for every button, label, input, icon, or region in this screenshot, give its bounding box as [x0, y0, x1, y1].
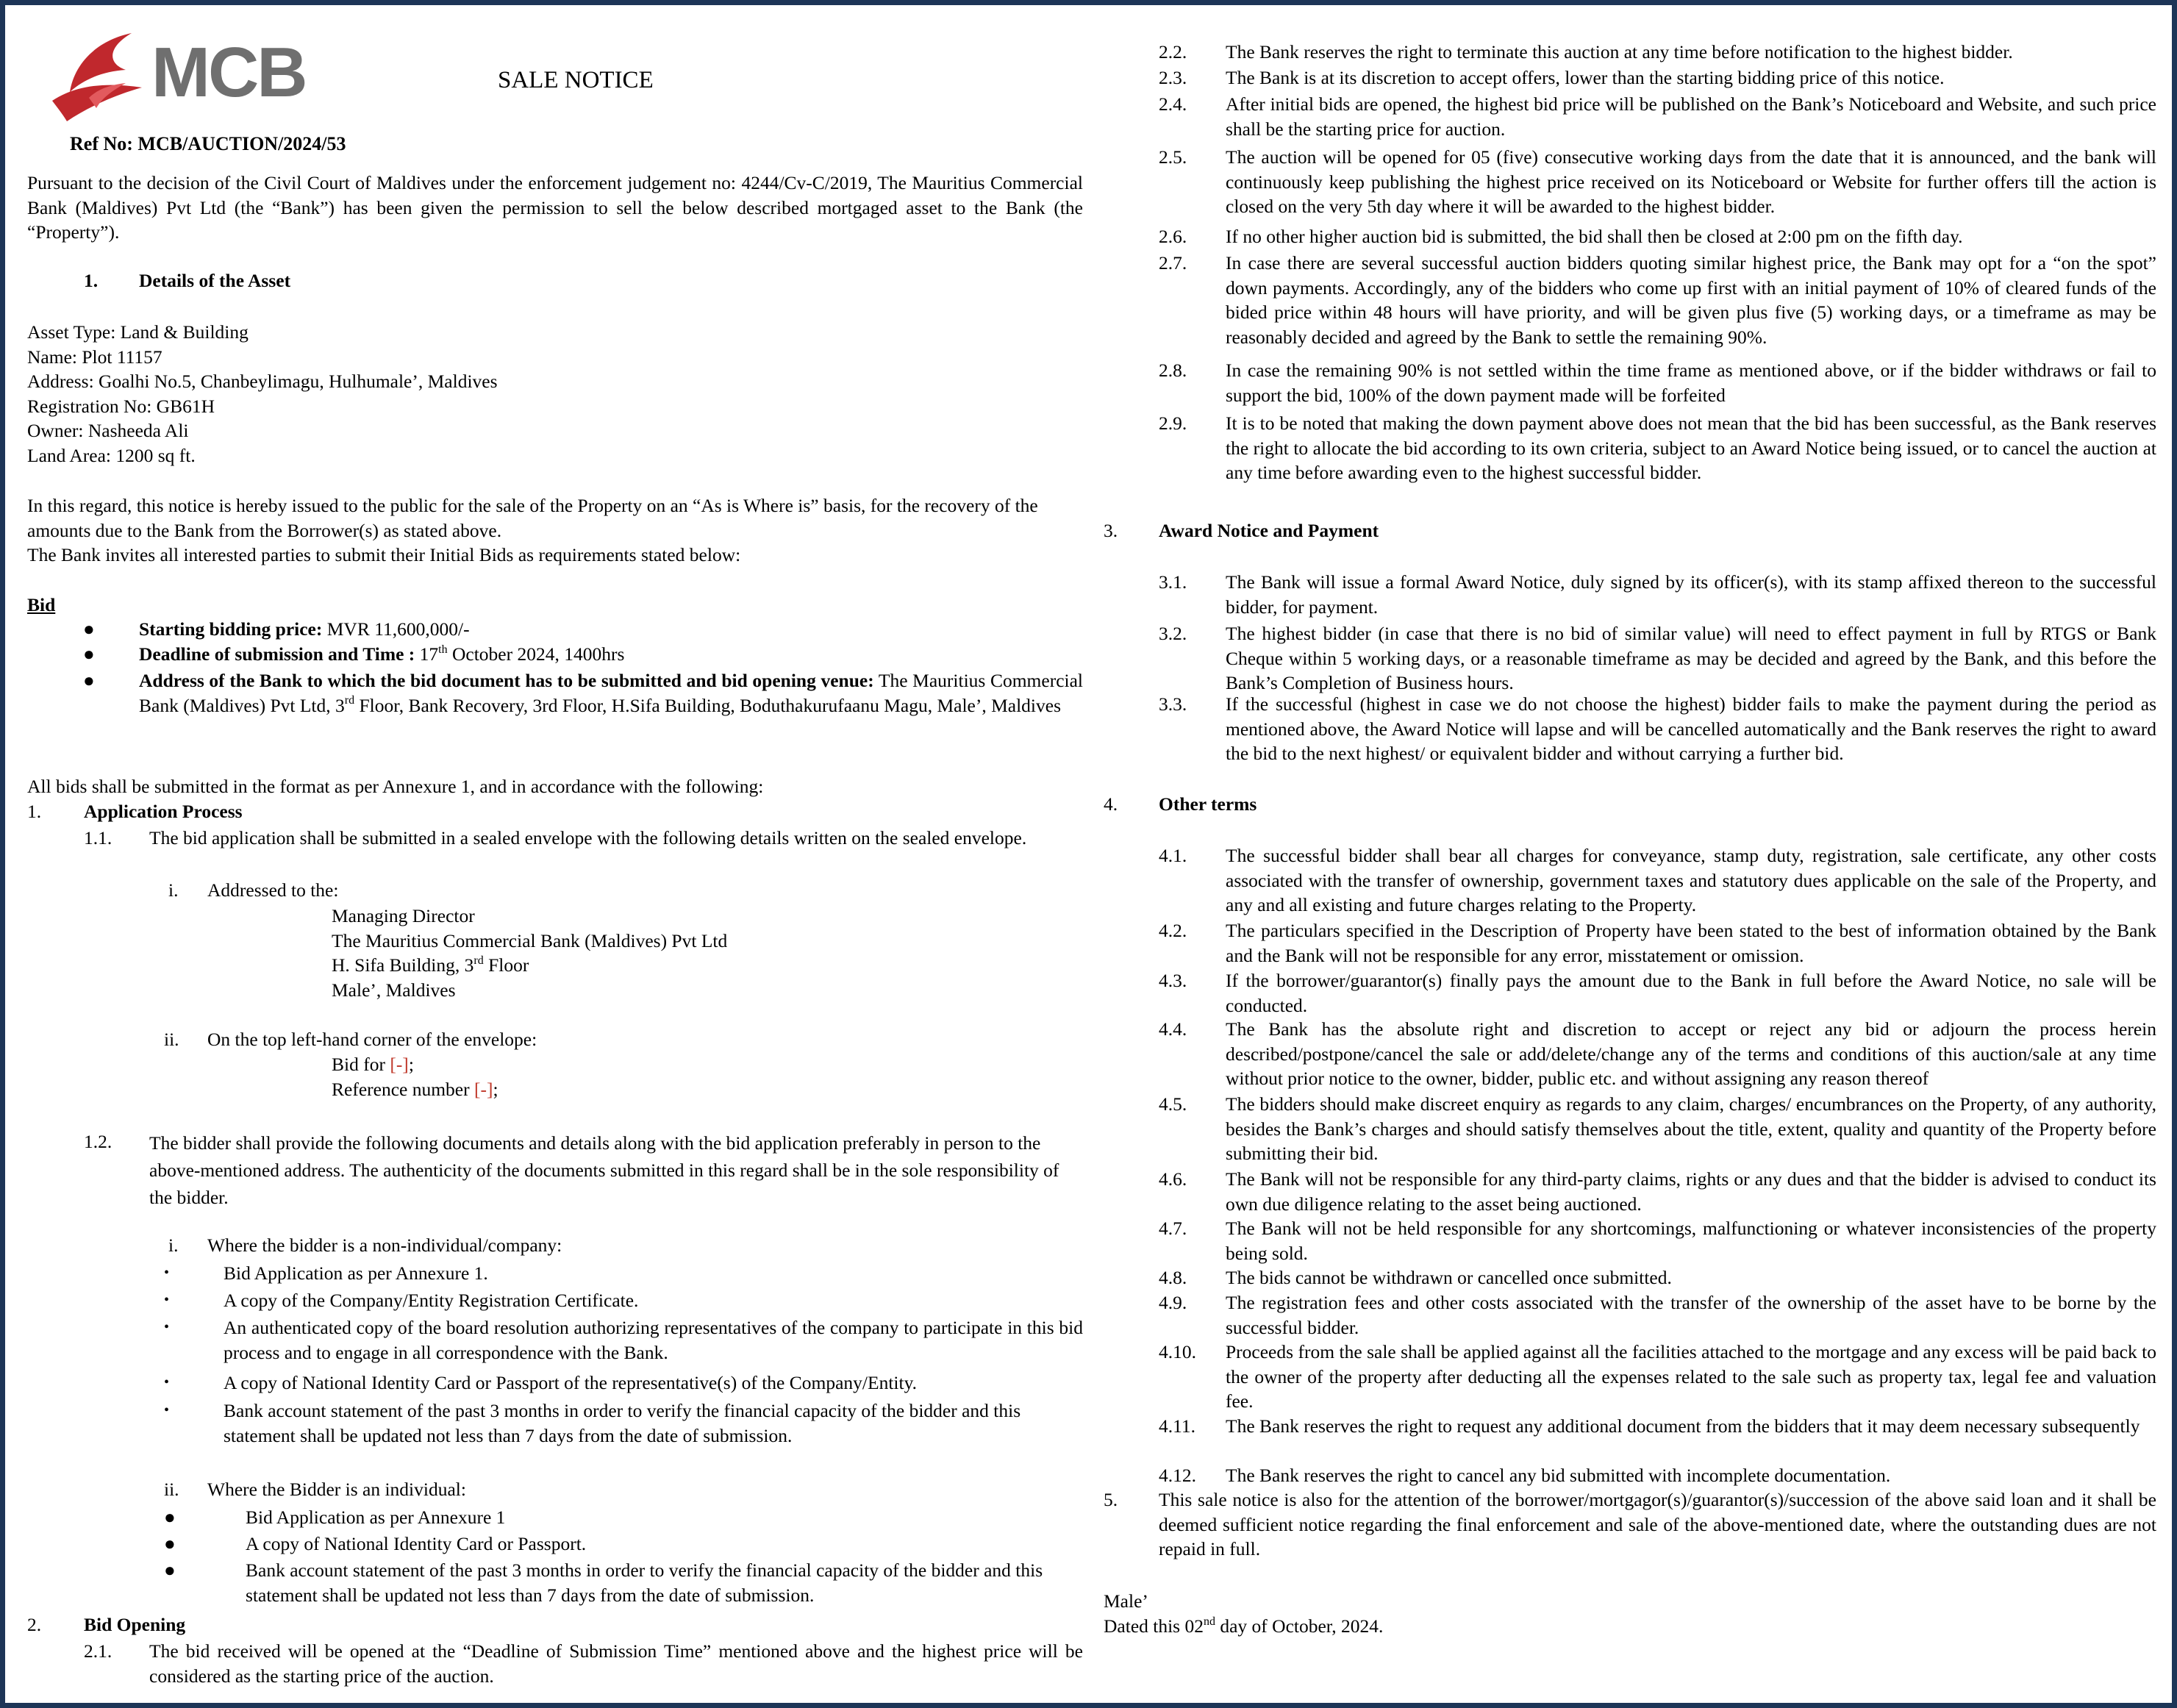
page-title: SALE NOTICE [498, 67, 654, 93]
deadline: Deadline of submission and Time : 17th October 2024, 1400hrs [139, 643, 625, 665]
company-doc: An authenticated copy of the board resolution authorizing representatives of the company to participate in this bid process and to engage in all correspondence with the Bank. [224, 1317, 1083, 1363]
company-doc: A copy of the Company/Entity Registration Certificate. [224, 1290, 639, 1311]
other-number: 4. [1104, 793, 1118, 815]
logo-text: MCB [151, 33, 306, 112]
reference-number: Ref No: MCB/AUCTION/2024/53 [70, 133, 346, 154]
award-number: 3. [1104, 520, 1118, 541]
dated-line: Dated this 02nd day of October, 2024. [1104, 1615, 1384, 1637]
item-2-4: After initial bids are opened, the highest bid price will be published on the Bank’s Noticeboard and Website, and such price shall be the starting price for auction. [1226, 93, 2156, 140]
asset-section-heading: Details of the Asset [139, 270, 291, 291]
application-heading: Application Process [84, 801, 243, 822]
company-doc: Bid Application as per Annexure 1. [224, 1262, 488, 1284]
bid-heading: Bid [27, 594, 56, 615]
item-2-6: If no other higher auction bid is submitted, the bid shall then be closed at 2:00 pm on the fifth day. [1226, 226, 1963, 247]
sale-notice-page: MCB SALE NOTICE Ref No: MCB/AUCTION/2024/53 Pursuant to the decision of the Civil Court of Maldives under the enforcement judgement no: 4244/Cv-C/2019, The Mauritius Commercial Bank (Maldives) Pvt Ltd (the “Bank”) has been given the permission to sell the below described mortgaged asset to the Bank (the “Property”). 1. Details of the Asset Asset Type: Land & Building Name: Plot 11157 Address: Goalhi No.5, Chanbeylimagu, Hulhumale’, Maldives Registration No: GB61H Owner: Nasheeda Ali Land Area: 1200 sq ft. In this regard, this notice is hereby issued to the public for the sale of the Property on an “As is Where is” basis, for the recovery of the amounts due to the Bank from the Borrower(s) as stated above. The Bank invites all interested parties to submit their Initial Bids as requirements stated below: Bid ● Starting bidding price: MVR 11,600,000/- ● Deadline of submission and Time : 17th October 2024, 1400hrs ● Address of the Bank to which the bid document has to be submitted and bid opening venue: The Mauritius Commercial Bank (Maldives) Pvt Ltd, 3rd Floor, Bank Recovery, 3rd Floor, H.Sifa Building, Boduthakurufaanu Magu, Male’, Maldives All bids shall be submitted in the format as per Annexure 1, and in accordance with the following: 1. Application Process 1.1. The bid application shall be submitted in a sealed envelope with the following details written on the sealed envelope. i. Addressed to the: Managing Director The Mauritius Commercial Bank (Maldives) Pvt Ltd H. Sifa Building, 3rd Floor Male’, Maldives ii. On the top left-hand corner of the envelope: Bid for [-]; Reference number [-]; 1.2. The bidder shall provide the following documents and details along with the bid application preferably in person to the above-mentioned address. The authenticity of the documents submitted in this regard shall be in the sole responsibility of the bidder. i. Where the bidder is a non-individual/company: • Bid Application as per Annexure 1. • A copy of the Company/Entity Registration Certificate. • An authenticated copy of the board resolution authorizing representatives of the company to participate in this bid process and to engage in all correspondence with the Bank. • A copy of National Identity Card or Passport of the representative(s) of the Company/Entity. • Bank account statement of the past 3 months in order to verify the financial capacity of the bidder and this statement shall be updated not less than 7 days from the date of submission. ii. Where the Bidder is an individual: ● Bid Application as per Annexure 1 ● A copy of National Identity Card or Passport. ● Bank account statement of the past 3 months in order to verify the financial capacity of the bidder and this statement shall be updated not less than 7 days from the date of submission. 2. Bid Opening 2.1. The bid received will be opened at the “Deadline of Submission Time” mentioned above and the highest price will be considered as the starting price of the auction. 2.2. The Bank reserves the right to terminate this auction at any time before notification to the highest bidder. 2.3. The Bank is at its discretion to accept offers, lower than the starting bidding price of this notice. 2.4. After initial bids are opened, the highest bid price will be published on the Bank’s Noticeboard and Website, and such price shall be the starting price for auction. 2.5. The auction will be opened for 05 (five) consecutive working days from the date that it is announced, and the bank will continuously keep publishing the highest price received on its Noticeboard or Website for further offers till the action is closed on the very 5th day where it will be awarded to the highest bidder. 2.6. If no other higher auction bid is submitted, the bid shall then be closed at 2:00 pm on the fifth day. 2.7. In case there are several successful auction bidders quoting similar highest price, the Bank may opt for a “on the spot” down payments. Accordingly, any of the bidders who come up first with an initial payment of 10% of cleared funds of the bided price within 48 hours will have priority, and will be given plus five (5) working days, or a timeframe as may be reasonably decided and agreed by the Bank to settle the remaining 90%. 2.8. In case the remaining 90% is not settled within the time frame as mentioned above, or if the bidder withdraws or fail to support the bid, 100% of the down payment made will be forfeited 2.9. It is to be noted that making the down payment above does not mean that the bid has been successful, as the Bank reserves the right to allocate the bid according to its own criteria, subject to an Award Notice being issued, or to cancel the auction at any time before awarding even to the highest successful bidder. 3. Award Notice and Payment 3.1. The Bank will issue a formal Award Notice, duly signed by its officer(s), with its stamp affixed thereon to the successful bidder, for payment. 3.2. The highest bidder (in case that there is no bid of similar value) will need to effect payment in full by RTGS or Bank Cheque within 5 working days, or a reasonable timeframe as may be decided and agreed by the Bank, and this before the Bank’s Completion of Business hours. 3.3. If the successful (highest in case we do not choose the highest) bidder fails to make the payment during the period as mentioned above, the Award Notice will lapse and will be cancelled automatically and the Bank reserves the right to award the bid to the next highest/ or equivalent bidder and without carrying a further bid. 4. Other terms 4.1. The successful bidder shall bear all charges for conveyance, stamp duty, registration, sale certificate, any other costs associated with the transfer of ownership, government taxes and statutory dues applicable on the sale of the Property, and any and all existing and future charges relating to the Property. 4.2. The particulars specified in the Description of Property have been stated to the best of information obtained by the Bank and the Bank will not be responsible for any error, misstatement or omission. 4.3. If the borrower/guarantor(s) finally pays the amount due to the Bank in full before the Award Notice, no sale will be conducted. 4.4. The Bank has the absolute right and discretion to accept or reject any bid or adjourn the process herein described/postpone/cancel the sale or add/delete/change any of the terms and conditions of this auction/sale at any time without prior notice to the owner, bidder, public etc. and without assigning any reason thereof 4.5. The bidders should make discreet enquiry as regards to any claim, charges/ encumbrances on the Property, of any authority, besides the Bank’s charges and should satisfy themselves about the title, extent, quality and quantity of the Property before submitting their bid. 4.6. The Bank will not be responsible for any third-party claims, rights or any dues and that the bidder is advised to conduct its own due diligence relating to the asset being auctioned. 4.7. The Bank will not be held responsible for any shortcomings, malfunctioning or whatever inconsistencies of the property being sold. 4.8. The bids cannot be withdrawn or cancelled once submitted. 4.9. The registration fees and other costs associated with the transfer of the ownership of the asset have to be borne by the successful bidder. 4.10. Proceeds from the sale shall be applied against all the facilities attached to the mortgage and any excess will be paid back to the owner of the property after deducting all the expenses related to the sale such as property tax, legal fee and valuation fee. 4.11. The Bank reserves the right to request any additional document from the bidders that it may deem necessary subsequently 4.12. The Bank reserves the right to cancel any bid submitted with incomplete documentation. 5. This sale notice is also for the attention of the borrower/mortgagor(s)/guarantor(s)/succession of the above said loan and it shall be deemed sufficient notice regarding the final enforcement and sale of the above-mentioned date, where the outstanding dues are not repaid in full. Male’ Dated this 02nd day of October, 2024. [0, 0, 2177, 1708]
asset-name: Name: Plot 11157 [27, 346, 162, 368]
bullet-icon: ● [164, 1533, 176, 1554]
opening-heading: Bid Opening [84, 1614, 186, 1635]
item-4-2: The particulars specified in the Description of Property have been stated to the best of information obtained by the Bank and the Bank will not be responsible for any error, misstatement or omission. [1226, 920, 2156, 966]
item-3-2: The highest bidder (in case that there is no bid of similar value) will need to effect payment in full by RTGS or Bank Cheque within 5 working days, or a reasonable timeframe as may be decided and agreed by the Bank, and this before the Bank’s Completion of Business hours. [1226, 623, 2156, 693]
asset-section-number: 1. [84, 270, 99, 291]
award-heading: Award Notice and Payment [1159, 520, 1379, 541]
mcb-sail-icon [45, 27, 155, 123]
item-4-12: The Bank reserves the right to cancel any bid submitted with incomplete documentation. [1226, 1465, 1891, 1486]
item-2-2: The Bank reserves the right to terminate this auction at any time before notification to the highest bidder. [1226, 41, 2013, 62]
item-4-10: Proceeds from the sale shall be applied against all the facilities attached to the mortgage and any excess will be paid back to the owner of the property after deducting all the expenses related to the sale such as property tax, legal fee and valuation fee. [1226, 1341, 2156, 1412]
final-notice: This sale notice is also for the attention of the borrower/mortgagor(s)/guarantor(s)/succession of the above said loan and it shall be deemed sufficient notice regarding the final enforcement and sale of the above-mentioned date, where the outstanding dues are not repaid in full. [1159, 1489, 2156, 1559]
bullet-icon: ● [83, 670, 95, 691]
individual-doc: Bid Application as per Annexure 1 [246, 1507, 506, 1528]
item-4-8: The bids cannot be withdrawn or cancelled once submitted. [1226, 1267, 1672, 1288]
notice-number: 5. [1104, 1489, 1118, 1510]
bullet-icon: ● [83, 643, 95, 665]
sub-number: i. [168, 1234, 179, 1256]
company-heading: Where the bidder is a non-individual/company: [207, 1234, 562, 1256]
sub-number: ii. [164, 1479, 179, 1500]
asset-land-area: Land Area: 1200 sq ft. [27, 444, 196, 466]
sub-number: i. [168, 879, 179, 901]
item-2-3: The Bank is at its discretion to accept offers, lower than the starting bidding price of this notice. [1226, 67, 1945, 88]
application-number: 1. [27, 801, 42, 822]
sub-number: ii. [164, 1029, 179, 1050]
item-3-1: The Bank will issue a formal Award Notice, duly signed by its officer(s), with its stamp affixed thereon to the successful bidder, for payment. [1226, 571, 2156, 618]
envelope-corner: On the top left-hand corner of the envelope: [207, 1029, 537, 1050]
item-4-5: The bidders should make discreet enquiry as regards to any claim, charges/ encumbrances on the Property, of any authority, besides the Bank’s charges and should satisfy themselves about the title, extent, quality and quantity of the Property before submitting their bid. [1226, 1093, 2156, 1164]
asset-owner: Owner: Nasheeda Ali [27, 420, 189, 441]
item-2-9: It is to be noted that making the down payment above does not mean that the bid has been successful, as the Bank reserves the right to allocate the bid according to its own criteria, subject to an Award Notice being issued, or to cancel the auction at any time before awarding even to the highest successful bidder. [1226, 412, 2156, 483]
starting-price: Starting bidding price: MVR 11,600,000/- [139, 618, 470, 640]
mailing-address: Managing Director The Mauritius Commercial Bank (Maldives) Pvt Ltd H. Sifa Building, 3rd Floor Male’, Maldives [332, 905, 728, 1001]
item-number: 1.2. [84, 1131, 112, 1152]
company-doc: Bank account statement of the past 3 months in order to verify the financial capacity of the bidder and this statement shall be updated not less than 7 days from the date of submission. [224, 1400, 1021, 1446]
place: Male’ [1104, 1590, 1148, 1612]
invites-paragraph: The Bank invites all interested parties to submit their Initial Bids as requirements stated below: [27, 544, 741, 565]
bullet-icon: ● [164, 1507, 176, 1528]
asset-details [27, 320, 498, 468]
asset-type: Asset Type: Land & Building [27, 321, 249, 343]
asset-address: Address: Goalhi No.5, Chanbeylimagu, Hulhumale’, Maldives [27, 371, 498, 392]
bullet-icon: • [164, 1374, 170, 1390]
item-4-6: The Bank will not be responsible for any third-party claims, rights or any dues and that the bidder is advised to conduct its own due diligence relating to the asset being auctioned. [1226, 1168, 2156, 1215]
intro-paragraph: Pursuant to the decision of the Civil Court of Maldives under the enforcement judgement no: 4244/Cv-C/2019, The Mauritius Commercial Bank (Maldives) Pvt Ltd (the “Bank”) has been given the permission to sell the below described mortgaged asset to the Bank (the “Property”). [27, 172, 1083, 243]
item-3-3: If the successful (highest in case we do not choose the highest) bidder fails to make the payment during the period as mentioned above, the Award Notice will lapse and will be cancelled automatically and the Bank reserves the right to award the bid to the next highest/ or equivalent bidder and without carrying a further bid. [1226, 693, 2156, 764]
asset-registration: Registration No: GB61H [27, 395, 215, 417]
item-4-4: The Bank has the absolute right and discretion to accept or reject any bid or adjourn the process herein described/postpone/cancel the sale or add/delete/change any of the terms and conditions of this auction/sale at any time without prior notice to the owner, bidder, public etc. and without assigning any reason thereof [1226, 1018, 2156, 1089]
bullet-icon: ● [83, 618, 95, 640]
item-2-7: In case there are several successful auction bidders quoting similar highest price, the Bank may opt for a “on the spot” down payments. Accordingly, any of the bidders who come up first with an initial payment of 10% of cleared funds of the bided price within 48 hours will have priority, and will be given plus five (5) working days, or a timeframe as may be reasonably decided and agreed by the Bank to settle the remaining 90%. [1226, 252, 2156, 348]
item-number: 1.1. [84, 827, 112, 848]
bullet-icon: • [164, 1402, 170, 1418]
other-heading: Other terms [1159, 793, 1257, 815]
item-4-9: The registration fees and other costs associated with the transfer of the ownership of the asset have to be borne by the successful bidder. [1226, 1292, 2156, 1338]
bullet-icon: ● [164, 1559, 176, 1581]
company-doc: A copy of National Identity Card or Passport of the representative(s) of the Company/Entity. [224, 1372, 918, 1393]
bid-address: Address of the Bank to which the bid document has to be submitted and bid opening venue: The Mauritius Commercial Bank (Maldives) Pvt Ltd, 3rd Floor, Bank Recovery, 3rd Floor, H.Sifa Building, Boduthakurufaanu Magu, Male’, Maldives [139, 670, 1083, 716]
regard-paragraph: In this regard, this notice is hereby issued to the public for the sale of the Property on an “As is Where is” basis, for the recovery of the amounts due to the Bank from the Borrower(s) as stated above. [27, 495, 1038, 541]
bullet-icon: • [164, 1319, 170, 1335]
item-number: 2.1. [84, 1640, 112, 1662]
item-1-1: The bid application shall be submitted in a sealed envelope with the following details written on the sealed envelope. [149, 827, 1027, 848]
individual-doc: Bank account statement of the past 3 months in order to verify the financial capacity of the bidder and this statement shall be updated not less than 7 days from the date of submission. [246, 1559, 1043, 1606]
item-4-7: The Bank will not be held responsible for any shortcomings, malfunctioning or whatever inconsistencies of the property being sold. [1226, 1218, 2156, 1264]
all-bids-paragraph: All bids shall be submitted in the format as per Annexure 1, and in accordance with the following: [27, 776, 764, 797]
mcb-logo [45, 27, 306, 123]
item-1-2: The bidder shall provide the following documents and details along with the bid application preferably in person to the above-mentioned address. The authenticity of the documents submitted in this regard shall be in the sole responsibility of the bidder. [149, 1132, 1059, 1208]
individual-doc: A copy of National Identity Card or Passport. [246, 1533, 587, 1554]
item-4-3: If the borrower/guarantor(s) finally pays the amount due to the Bank in full before the Award Notice, no sale will be conducted. [1226, 970, 2156, 1016]
item-4-11: The Bank reserves the right to request any additional document from the bidders that it may deem necessary subsequently [1226, 1415, 2140, 1437]
item-2-8: In case the remaining 90% is not settled within the time frame as mentioned above, or if the bidder withdraws or fail to support the bid, 100% of the down payment made will be forfeited [1226, 360, 2156, 406]
item-4-1: The successful bidder shall bear all charges for conveyance, stamp duty, registration, sale certificate, any other costs associated with the transfer of ownership, government taxes and statutory dues applicable on the sale of the Property, and any and all existing and future charges relating to the Property. [1226, 845, 2156, 915]
bullet-icon: • [164, 1292, 170, 1308]
addressed-to: Addressed to the: [207, 879, 339, 901]
individual-heading: Where the Bidder is an individual: [207, 1479, 466, 1500]
opening-number: 2. [27, 1614, 42, 1635]
bullet-icon: • [164, 1265, 170, 1281]
reference-line: Reference number [-]; [332, 1079, 498, 1100]
item-2-5: The auction will be opened for 05 (five) consecutive working days from the date that it is announced, and the bank will continuously keep publishing the highest price received on its Noticeboard or Website for further offers till the action is closed on the very 5th day where it will be awarded to the highest bidder. [1226, 146, 2156, 217]
item-2-1: The bid received will be opened at the “Deadline of Submission Time” mentioned above and the highest price will be considered as the starting price of the auction. [149, 1640, 1083, 1687]
bid-for-line: Bid for [-]; [332, 1054, 414, 1075]
